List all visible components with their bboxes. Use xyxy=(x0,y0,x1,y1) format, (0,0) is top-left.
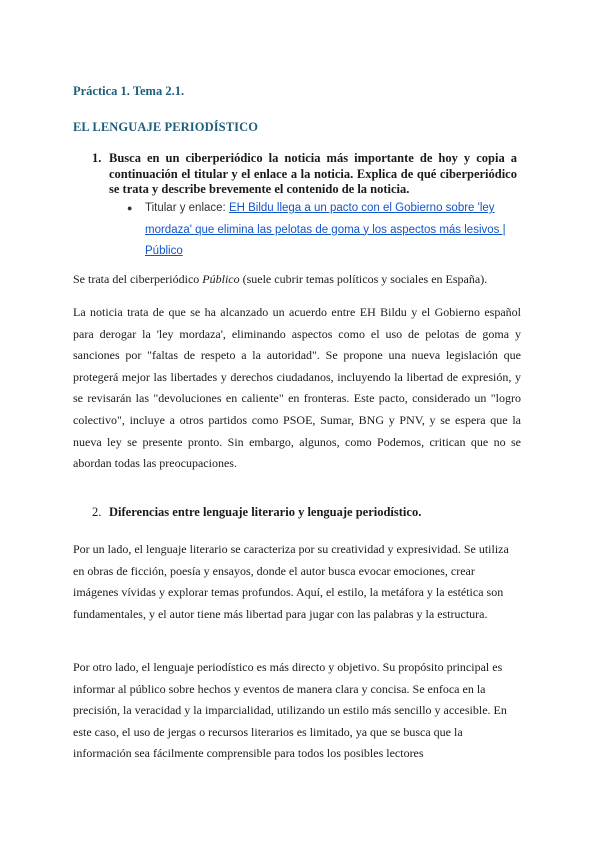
question-2 xyxy=(92,505,421,520)
source-after: (suele cubrir temas políticos y sociales en España). xyxy=(239,272,488,286)
practice-title: Práctica 1. Tema 2.1. xyxy=(73,84,185,98)
question-1 xyxy=(92,151,517,198)
question-2-text: Diferencias entre lenguaje literario y lenguaje periodístico. xyxy=(109,505,422,519)
bullet-label: Titular y enlace: xyxy=(145,202,226,214)
question-2-number: 2. xyxy=(92,505,102,519)
document-title: EL LENGUAJE PERIODÍSTICO xyxy=(73,120,259,134)
source-before: Se trata del ciberperiódico xyxy=(73,272,203,286)
headline-bullet xyxy=(127,198,519,263)
summary-paragraph: La noticia trata de que se ha alcanzado un acuerdo entre EH Bildu y el Gobierno español para derogar la 'ley mordaza', eliminando aspectos como el uso de pelotas de goma y sanciones por "faltas de respeto a la autoridad". Se propone una nueva legislación que protegerá mejor las libertades y derechos ciudadanos, incluyendo la libertad de expresión, y se revisarán las "devoluciones en caliente" en fronteras. Este pacto, considerado un "logro colectivo", incluye a otros partidos como PSOE, Sumar, BNG y PNV, y se espera que la nueva ley se presente pronto. Sin embargo, algunos, como Podemos, critican que no se abordan todas las preocupaciones. xyxy=(73,305,521,471)
question-1-text: Busca en un ciberperiódico la noticia más importante de hoy y copia a continuación el titular y el enlace a la noticia. Explica de qué ciberperiódico se trata y describe brevemente el contenido de la noticia. xyxy=(109,151,517,196)
newspaper-name: Público xyxy=(202,272,240,286)
news-link[interactable]: EH Bildu llega a un pacto con el Gobierno sobre 'ley mordaza' que elimina las pelotas de goma y los aspectos más lesivos | Público xyxy=(145,202,506,257)
literary-paragraph: Por un lado, el lenguaje literario se caracteriza por su creatividad y expresividad. Se utiliza en obras de ficción, poesía y ensayos, donde el autor busca evocar emociones, crear imágenes vívidas y explorar temas profundos. Aquí, el estilo, la metáfora y la estética son fundamentales, y el autor tiene más libertad para jugar con las palabras y la estructura. xyxy=(73,542,509,621)
question-1-number: 1. xyxy=(92,151,102,165)
journalistic-paragraph: Por otro lado, el lenguaje periodístico es más directo y objetivo. Su propósito principal es informar al público sobre hechos y eventos de manera clara y concisa. Se enfoca en la precisión, la veracidad y la imparcialidad, utilizando un estilo más sencillo y accesible. En este caso, el uso de jergas o recursos literarios es limitado, ya que se busca que la información sea fácilmente comprensible para todos los posibles lectores xyxy=(73,660,507,761)
bullet-icon: ● xyxy=(127,203,133,213)
source-paragraph xyxy=(73,269,521,291)
